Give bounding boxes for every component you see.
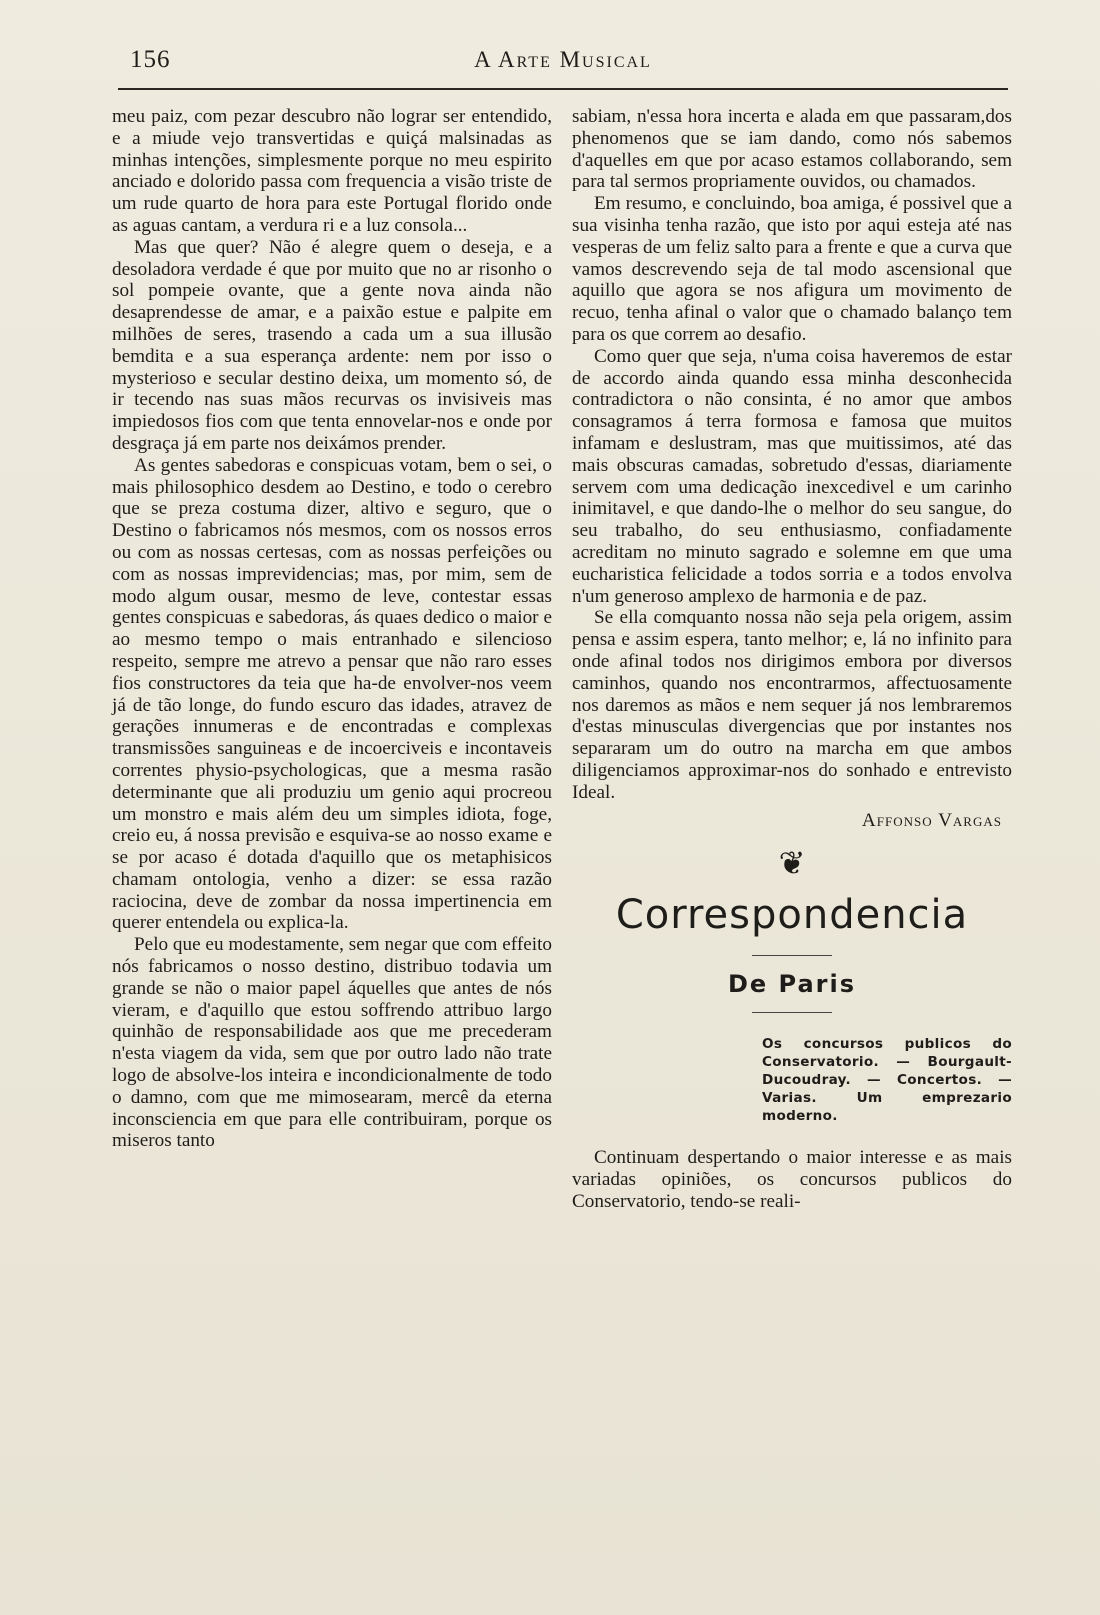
paragraph: Se ella comquanto nossa não seja pela origem, assim pensa e assim espera, tanto melhor; e, lá no infinito para onde afinal todos nos dirigimos embora por diversos caminhos, quando nos encontrarmos, affectuosamente nos daremos as mãos e nem sequer já nos lembraremos d'estas minusculas divergencias que por instantes nos separaram um do outro na marcha em que ambos diligenciamos approximar-nos do sonhado e entrevisto Ideal. <box>572 607 1012 803</box>
paragraph: As gentes sabedoras e conspicuas votam, bem o sei, o mais philosophico desdem ao Destino, e todo o cerebro que se preza costuma dizer, altivo e seguro, que o Destino o fabricamos nós mesmos, com os nossos erros ou com as nossas certesas, com as nossas perfeições ou com as nossas imprevidencias; mas, por mim, sem de modo algum ousar, mesmo de leve, contestar essas gentes conspicuas e sabedoras, ás quaes dedico o maior e ao mesmo tempo o mais entranhado e silencioso respeito, sempre me atrevo a pensar que não raro esses fios constructores da teia que ha-de envolver-nos veem já de tão longe, do fundo escuro das idades, atravez de gerações innumeras e de encontradas e complexas transmissões sanguineas e de incoerciveis e incontaveis correntes physio-psychologicas, que a mesma rasão determinante que ali produziu um genio aqui procreou um monstro e mais além deu um simples idiota, foge, creio eu, á nossa previsão e esquiva-se ao nosso exame e se por acaso é dotada d'aquillo que os metaphisicos chamam ontologia, venho a dizer: se essa razão raciocina, deve de zombar da nossa impertinencia em querer entendela ou explica-la. <box>112 454 552 934</box>
header-rule <box>118 88 1008 90</box>
paragraph: sabiam, n'essa hora incerta e alada em que passaram,dos phenomenos que se iam dando, como nós sabemos d'aquelles em que por acaso estamos collaborando, sem para tal sermos propriamente ouvidos, ou chamados. <box>572 106 1012 193</box>
paragraph: Em resumo, e concluindo, boa amiga, é possivel que a sua visinha tenha razão, que isto por aqui esteja até nas vesperas de um feliz salto para a frente e que a curva que vamos descrevendo seja de tal modo ascensional que aquillo que agora se nos afigura um movimento de recuo, tenha afinal o valor que o chamado balanço tem para os que correm ao desafio. <box>572 193 1012 345</box>
paragraph: Como quer que seja, n'uma coisa haveremos de estar de accordo ainda quando essa minha desconhecida contradictora o não consinta, é no amor que ambos consagramos á terra formosa e famosa que muitos infamam e deslustram, mas que muitissimos, até das mais obscuras camadas, sobretudo d'essas, diariamente servem com uma dedicação inexcedivel e um carinho inimitavel, e que dando-lhe o melhor do seu sangue, do seu trabalho, do seu enthusiasmo, confiadamente acreditam no minuto sagrado e solemne em que uma eucharistica felicidade a todos sorria e a todos envolva n'um generoso amplexo de harmonia e de paz. <box>572 345 1012 607</box>
page-header <box>118 42 1008 82</box>
paragraph: Continuam despertando o maior interesse e as mais variadas opiniões, os concursos publicos do Conservatorio, tendo-se reali- <box>572 1147 1012 1212</box>
running-title: A Arte Musical <box>474 47 652 72</box>
short-rule <box>752 955 832 956</box>
short-rule <box>752 1012 832 1013</box>
paragraph: meu paiz, com pezar descubro não lograr ser entendido, e a miude vejo transvertidas e quiçá malsinadas as minhas intenções, simplesmente porque no meu espirito anciado e dolorido passa com frequencia a visão triste de um rude quarto de hora para este Portugal florido onde as aguas cantam, a verdura ri e a luz consola... <box>112 106 552 236</box>
article-summary: Os concursos publicos do Conservatorio. — Bourgault-Ducoudray. — Concertos. — Varias. Um emprezario moderno. <box>762 1036 1012 1125</box>
paragraph: Pelo que eu modestamente, sem negar que com effeito nós fabricamos o nosso destino, distribuo todavia um grande se não o maior papel áquelles que antes de nós vieram, e d'aquillo que estou soffrendo attribuo largo quinhão de responsabilidade aos que me precederam n'esta viagem da vida, sem que por outro lado não trate logo de absolve-los inteira e incondicionalmente de todo o damno, com que me mimosearam, mercê da eterna inconsciencia em que para elle contribuiram, porque os miseros tanto <box>112 934 552 1152</box>
author-signature: Affonso Vargas <box>861 809 1002 831</box>
fleuron-ornament-icon: ❦ <box>778 845 806 882</box>
section-title: Correspondencia <box>615 892 969 939</box>
right-column <box>572 106 1012 1456</box>
paragraph: Mas que quer? Não é alegre quem o deseja, e a desoladora verdade é que por muito que no ar risonho o sol pompeie ovante, que a gente nova ainda não desaprendesse de amar, e a paixão estue e palpite em milhões de seres, trasendo a cada um a sua illusão bemdita e a sua esperança ardente: nem por isso o mysterioso e secular destino deixa, um momento só, de ir tecendo nas suas mãos recurvas os invisiveis mas impiedosos fios com que tenta ennovelar-nos e onde por desgraça já em parte nos deixámos prender. <box>112 236 552 454</box>
left-column <box>112 106 552 1456</box>
subsection-title: De Paris <box>727 970 857 999</box>
page-number: 156 <box>130 46 171 73</box>
